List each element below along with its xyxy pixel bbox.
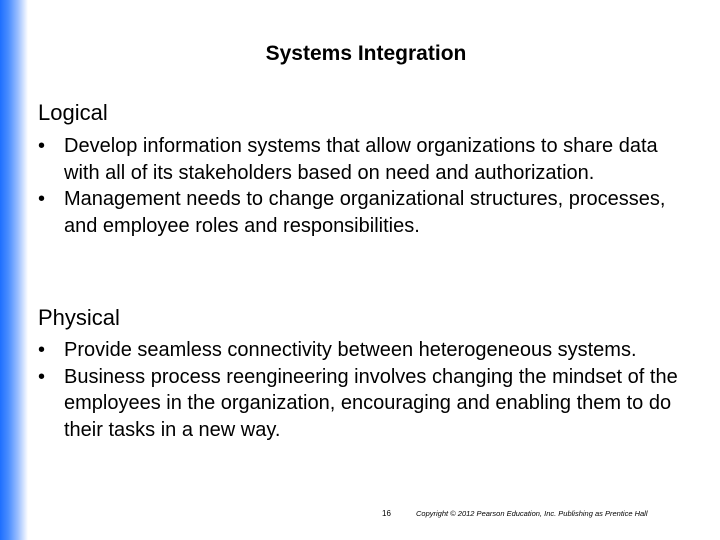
bullet-icon: • bbox=[38, 339, 46, 361]
list-item bbox=[38, 337, 698, 364]
section-heading-logical: Logical bbox=[38, 100, 108, 125]
list-item bbox=[38, 186, 698, 239]
bullet-text: Develop information systems that allow organizations to share data with all of its stakeholders based on need and authorization. bbox=[64, 135, 658, 184]
bullet-text: Provide seamless connectivity between heterogeneous systems. bbox=[64, 339, 637, 361]
bullet-icon: • bbox=[38, 188, 46, 210]
bullet-icon: • bbox=[38, 365, 46, 388]
side-accent-bar bbox=[0, 0, 28, 540]
bullet-text: Business process reengineering involves changing the mindset of the employees in the organization, encouraging and enabling them to do their tasks in a new way. bbox=[64, 365, 678, 441]
list-item bbox=[38, 133, 698, 186]
bullet-list-logical bbox=[38, 133, 698, 239]
slide-title: Systems Integration bbox=[265, 42, 467, 65]
bullet-text: Management needs to change organizational structures, processes, and employee roles and responsibilities. bbox=[64, 188, 666, 237]
section-heading-physical: Physical bbox=[38, 305, 120, 330]
bullet-icon: • bbox=[38, 135, 46, 157]
copyright-notice: Copyright © 2012 Pearson Education, Inc. Publishing as Prentice Hall bbox=[416, 509, 648, 518]
bullet-list-physical bbox=[38, 337, 698, 443]
list-item bbox=[38, 364, 698, 444]
page-number: 16 bbox=[382, 509, 391, 518]
